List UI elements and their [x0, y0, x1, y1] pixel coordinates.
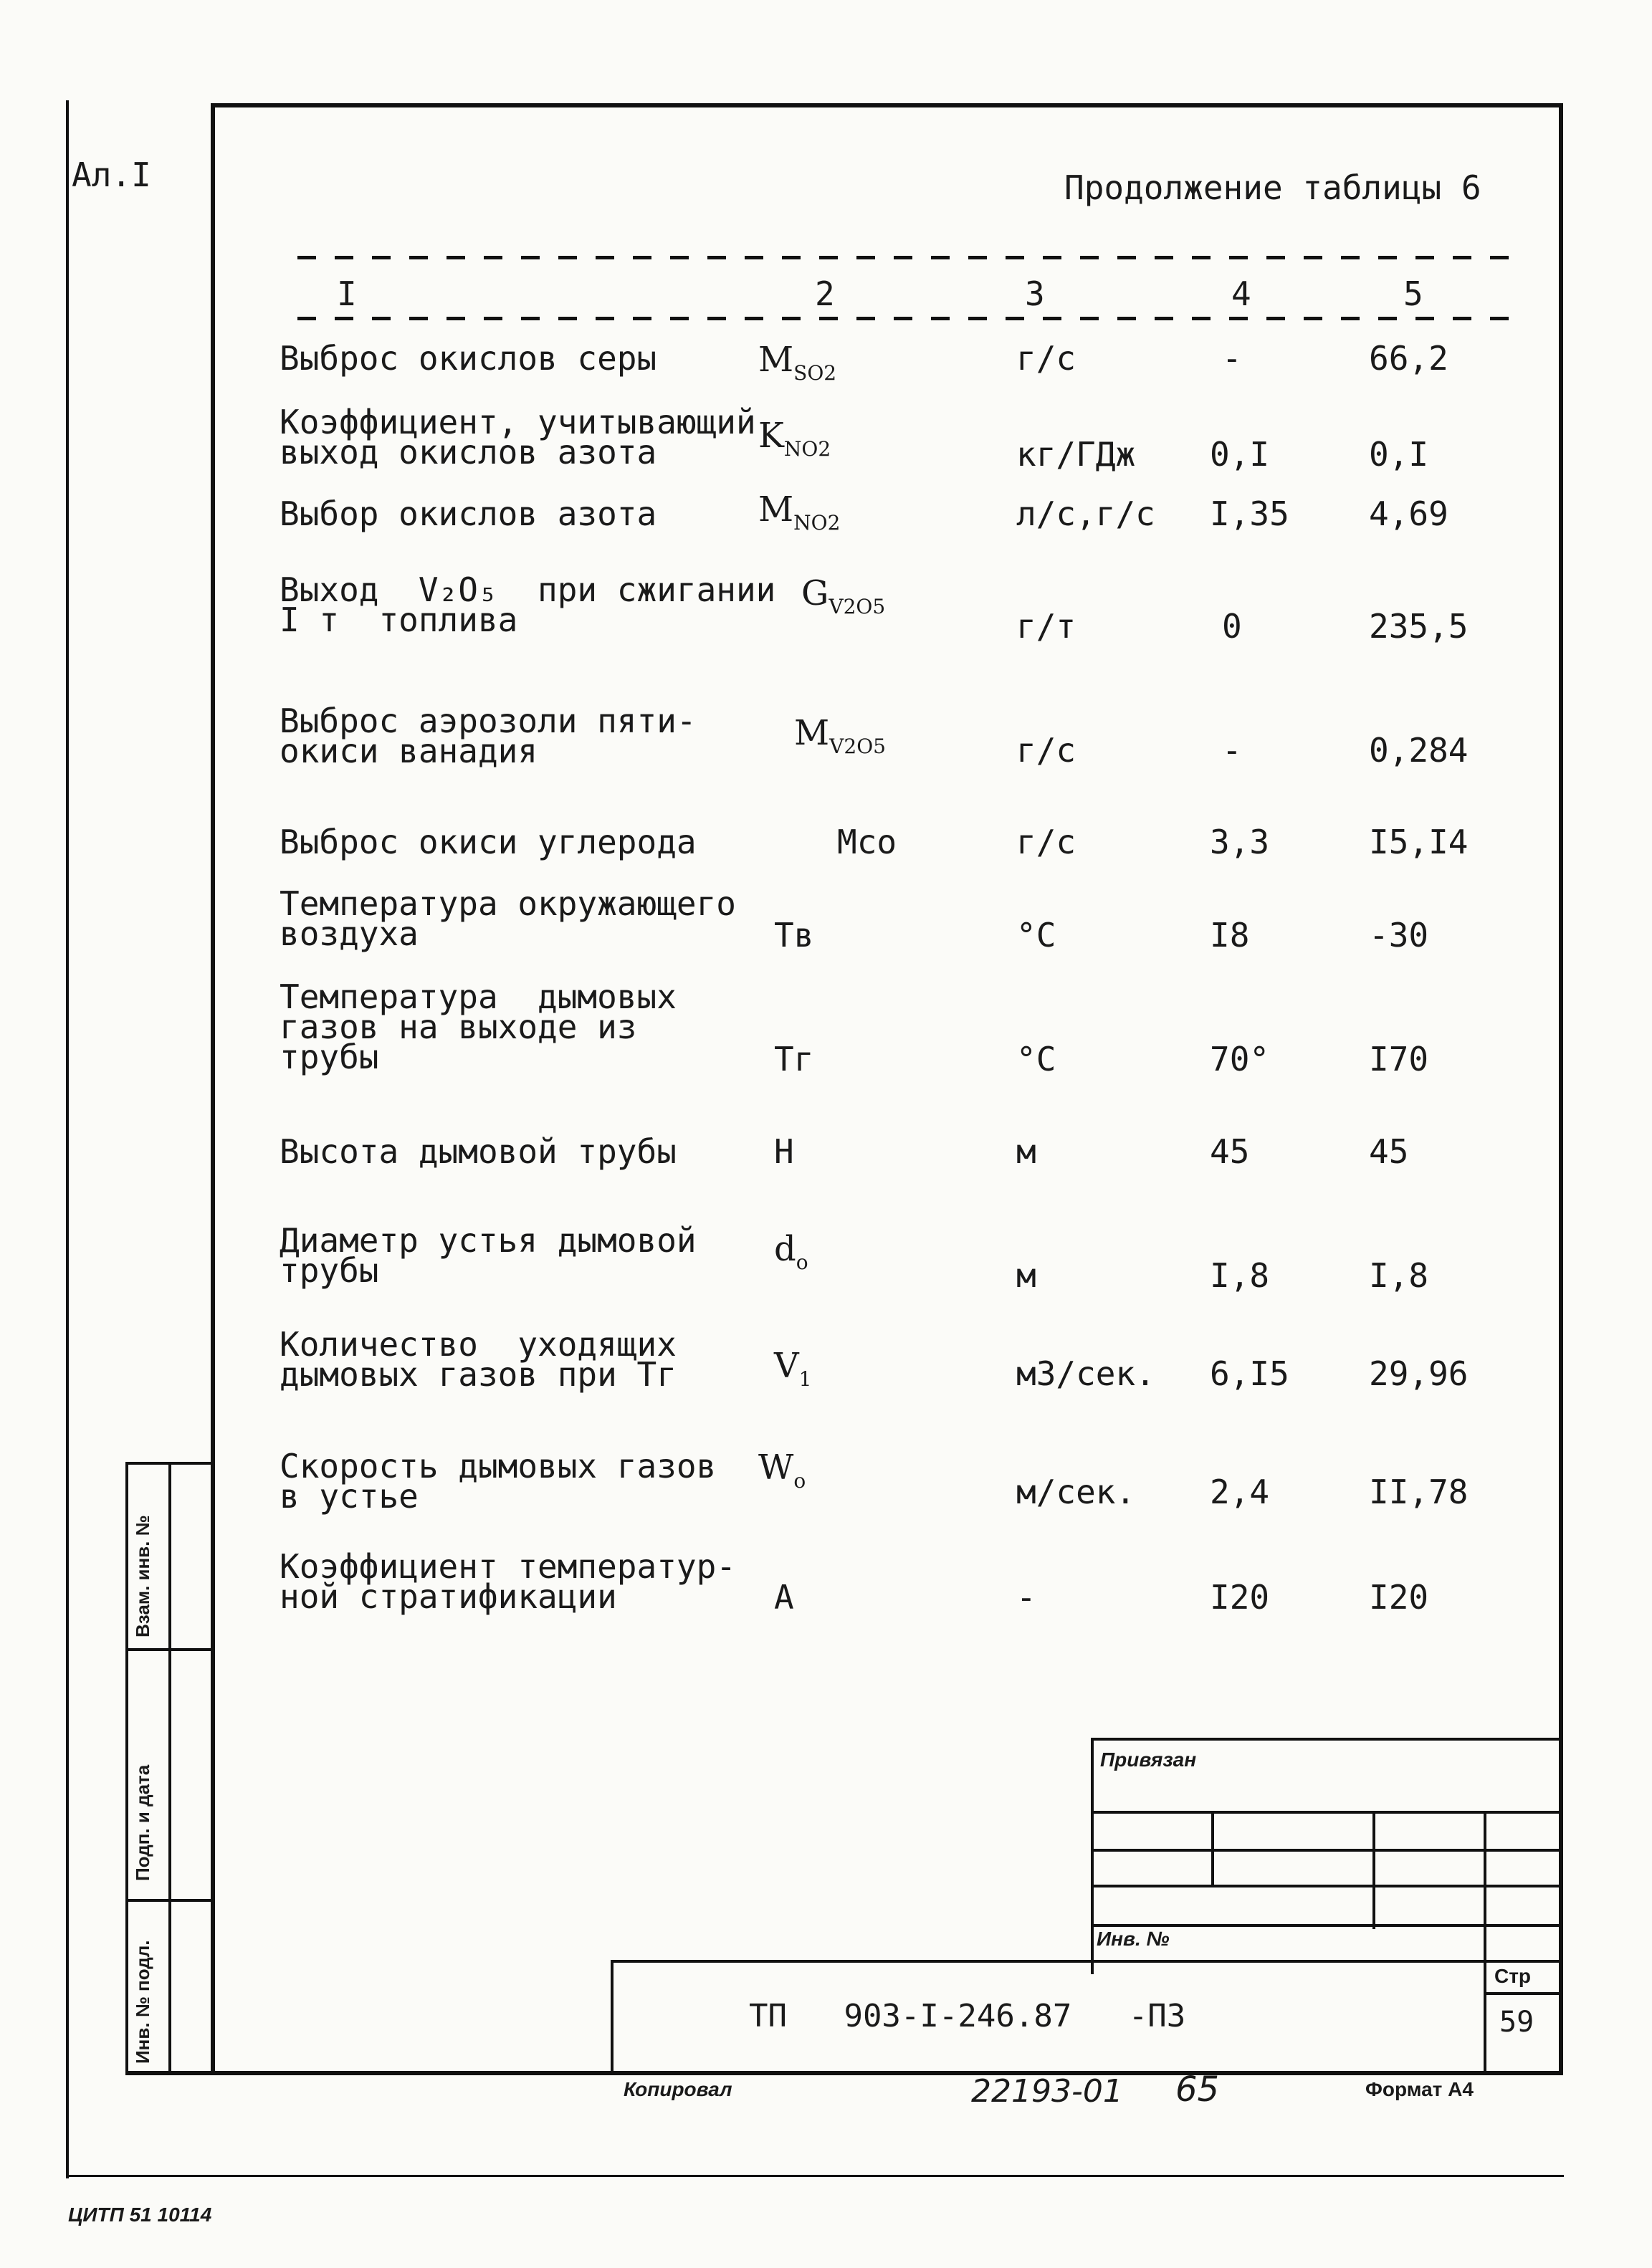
- row-9-col4: 45: [1210, 1132, 1250, 1171]
- header-dash-bottom: [297, 317, 1509, 320]
- row-6-col4: 3,3: [1210, 823, 1270, 861]
- page-bottom-line: [66, 2175, 1564, 2177]
- tb-inv-no-label: Инв. №: [1097, 1928, 1170, 1950]
- tb-col-3: [1484, 1811, 1486, 2074]
- tb-page-label: Стр: [1494, 1965, 1532, 1987]
- column-header-1: I: [337, 274, 357, 313]
- row-12-symbol: $W_o$: [758, 1448, 806, 1493]
- row-6-col5: I5,I4: [1369, 823, 1469, 861]
- side-stamp-top: [125, 1462, 213, 1465]
- row-4-unit: г/т: [1016, 607, 1076, 646]
- frame-top: [213, 103, 1563, 107]
- row-3-unit: л/с,г/с: [1016, 494, 1155, 533]
- row-4-col5: 235,5: [1369, 607, 1469, 646]
- tb-document-code: ТП 903-I-246.87 -ПЗ: [749, 1998, 1186, 2034]
- row-13-name: Коэффициент температур- ной стратификации: [280, 1547, 736, 1616]
- side-stamp-inner: [168, 1462, 171, 2072]
- tb-col-1: [1211, 1811, 1214, 1886]
- row-7-symbol: Тв: [774, 916, 814, 954]
- row-5-col5: 0,284: [1369, 731, 1469, 770]
- tb-page-div: [1484, 1992, 1562, 1995]
- row-10-col4: I,8: [1210, 1256, 1270, 1295]
- tb-row-1: [1091, 1811, 1562, 1814]
- row-3-symbol: $M_{NO2}$: [758, 489, 841, 535]
- footer-copy-number: 65: [1175, 2070, 1220, 2110]
- row-5-symbol: $M_{V2O5}$: [794, 713, 886, 758]
- row-7-unit: °C: [1016, 916, 1056, 954]
- tb-row-3: [1091, 1885, 1562, 1887]
- row-8-unit: °C: [1016, 1040, 1056, 1078]
- row-6-name: Выброс окиси углерода: [280, 823, 697, 861]
- side-stamp-podp-data: Подп. и дата: [132, 1764, 153, 1881]
- tb-main-left: [611, 1960, 613, 2075]
- side-stamp-vzam-inv: Взам. инв. №: [132, 1515, 153, 1637]
- row-4-name: Выход V₂O₅ при сжигании I т топлива: [280, 570, 776, 639]
- row-9-unit: м: [1016, 1132, 1036, 1171]
- footer-kopiroval: Копировал: [624, 2078, 732, 2100]
- row-10-col5: I,8: [1369, 1256, 1429, 1295]
- tb-privyazan-label: Привязан: [1100, 1748, 1197, 1771]
- row-1-col5: 66,2: [1369, 339, 1448, 378]
- row-1-col4: -: [1222, 339, 1242, 378]
- header-dash-top: [297, 256, 1509, 259]
- row-11-name: Количество уходящих дымовых газов при Тг: [280, 1325, 677, 1394]
- row-2-col5: 0,I: [1369, 435, 1429, 474]
- row-10-name: Диаметр устья дымовой трубы: [280, 1221, 697, 1290]
- side-stamp-inv-podl: Инв. № подл.: [132, 1940, 153, 2064]
- row-10-symbol: $d_o$: [774, 1229, 808, 1274]
- column-header-3: 3: [1025, 274, 1045, 313]
- row-8-col5: I70: [1369, 1040, 1429, 1078]
- tb-row-4: [1091, 1924, 1562, 1927]
- tb-privyazan-top: [1091, 1738, 1562, 1741]
- table-caption: Продолжение таблицы 6: [1064, 168, 1481, 207]
- row-2-unit: кг/ГДж: [1016, 435, 1136, 474]
- row-9-col5: 45: [1369, 1132, 1409, 1171]
- row-9-name: Высота дымовой трубы: [280, 1132, 677, 1171]
- tb-row-2: [1091, 1849, 1562, 1852]
- row-13-unit: -: [1016, 1578, 1036, 1617]
- side-stamp-div1: [125, 1648, 213, 1651]
- row-2-symbol: $K_{NO2}$: [758, 416, 831, 461]
- footer-order-number: 22193-01: [971, 2073, 1123, 2110]
- row-5-name: Выброс аэрозоли пяти- окиси ванадия: [280, 702, 697, 770]
- row-12-col4: 2,4: [1210, 1473, 1270, 1511]
- frame-bottom: [125, 2071, 1563, 2075]
- row-3-col4: I,35: [1210, 494, 1289, 533]
- frame-left: [211, 103, 215, 2075]
- row-10-unit: м: [1016, 1256, 1036, 1295]
- footer-printer: ЦИТП 51 10114: [68, 2204, 212, 2226]
- row-12-unit: м/сек.: [1016, 1473, 1136, 1511]
- tb-privyazan-left: [1091, 1738, 1094, 1974]
- row-7-name: Температура окружающего воздуха: [280, 884, 736, 953]
- tb-page-number: 59: [1499, 2006, 1534, 2039]
- row-5-unit: г/с: [1016, 731, 1076, 770]
- row-2-name: Коэффициент, учитывающий выход окислов азота: [280, 403, 756, 472]
- column-header-5: 5: [1403, 274, 1423, 313]
- footer-format: Формат А4: [1365, 2078, 1474, 2100]
- row-11-col4: 6,I5: [1210, 1354, 1289, 1393]
- left-margin-line: [66, 100, 69, 2178]
- row-5-col4: -: [1222, 731, 1242, 770]
- row-11-symbol: $V_1$: [774, 1346, 812, 1391]
- row-3-name: Выбор окислов азота: [280, 494, 657, 533]
- row-1-name: Выброс окислов серы: [280, 339, 657, 378]
- row-12-name: Скорость дымовых газов в устье: [280, 1447, 717, 1516]
- row-9-symbol: H: [774, 1132, 794, 1171]
- column-header-4: 4: [1231, 274, 1251, 313]
- row-8-col4: 70°: [1210, 1040, 1270, 1078]
- tb-col-2: [1372, 1811, 1375, 1929]
- row-6-symbol: Mco: [837, 823, 897, 861]
- row-4-symbol: $G_{V2O5}$: [801, 573, 886, 618]
- row-11-col5: 29,96: [1369, 1354, 1469, 1393]
- row-7-col4: I8: [1210, 916, 1250, 954]
- row-1-unit: г/с: [1016, 339, 1076, 378]
- tb-main-top: [611, 1960, 1562, 1963]
- row-6-unit: г/с: [1016, 823, 1076, 861]
- row-4-col4: 0: [1222, 607, 1242, 646]
- row-11-unit: м3/сек.: [1016, 1354, 1155, 1393]
- row-7-col5: -30: [1369, 916, 1429, 954]
- frame-right: [1559, 103, 1563, 2075]
- row-8-name: Температура дымовых газов на выходе из трубы: [280, 977, 677, 1076]
- side-stamp-outer: [125, 1462, 128, 2072]
- row-8-symbol: Тг: [774, 1040, 814, 1078]
- row-13-col4: I20: [1210, 1578, 1270, 1617]
- side-stamp-div2: [125, 1899, 213, 1902]
- row-12-col5: II,78: [1369, 1473, 1469, 1511]
- sheet-label: Ал.I: [72, 155, 151, 194]
- row-13-col5: I20: [1369, 1578, 1429, 1617]
- column-header-2: 2: [815, 274, 835, 313]
- row-13-symbol: A: [774, 1578, 794, 1617]
- row-2-col4: 0,I: [1210, 435, 1270, 474]
- row-3-col5: 4,69: [1369, 494, 1448, 533]
- row-1-symbol: $M_{SO2}$: [758, 340, 837, 385]
